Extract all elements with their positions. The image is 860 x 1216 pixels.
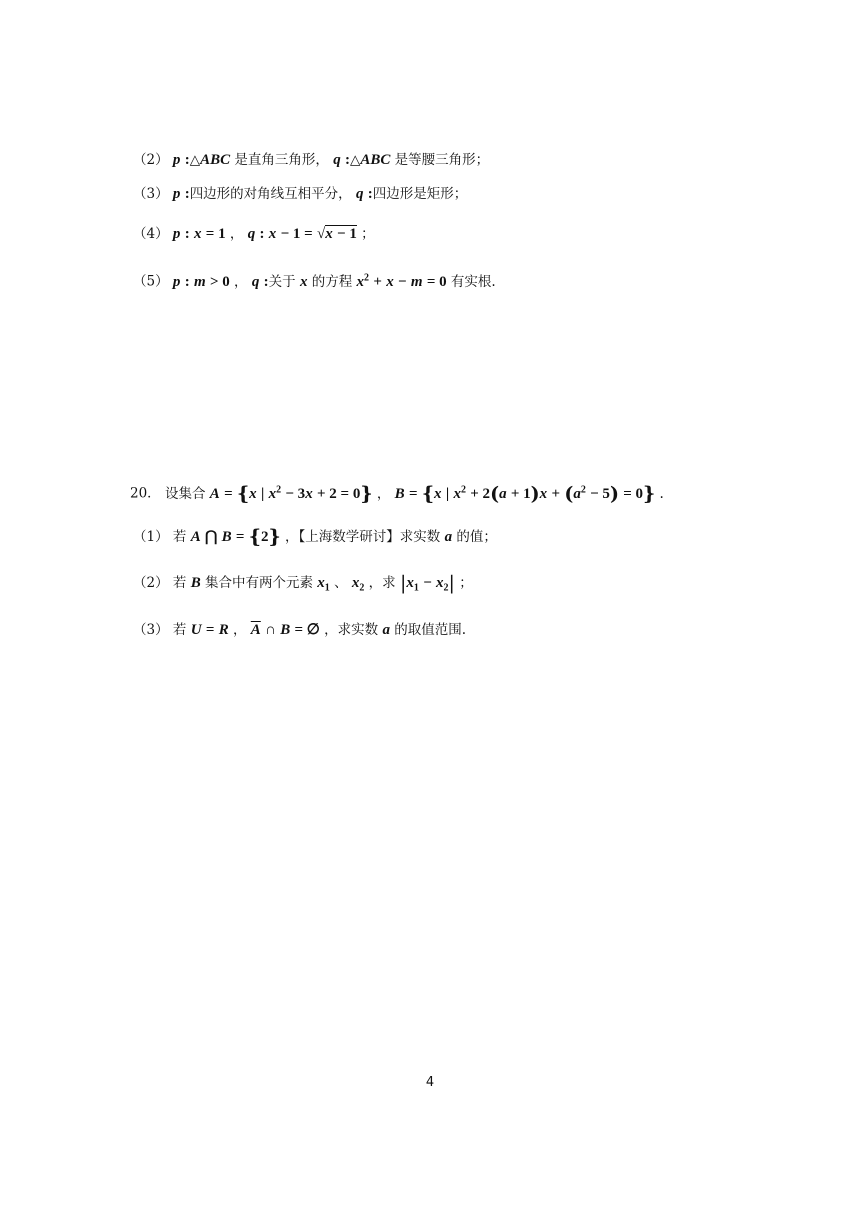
part-2-label: （2） bbox=[133, 575, 169, 591]
item-4 bbox=[133, 224, 375, 244]
problem-20-part-1 bbox=[133, 527, 497, 547]
item-3-content: p :四边形的对角线互相平分， q :四边形是矩形； bbox=[172, 186, 468, 202]
item-3-label: （3） bbox=[133, 186, 169, 202]
item-5-label: （5） bbox=[133, 273, 169, 290]
item-5-content: p : m > 0 ， q :关于 x 的方程 $x^2 + x - m = 0$ 有实根. bbox=[172, 272, 496, 290]
problem-20-part-2 bbox=[133, 573, 473, 599]
part-3-label: （3） bbox=[133, 622, 169, 638]
item-5 bbox=[133, 268, 496, 292]
problem-20-statement bbox=[130, 480, 664, 504]
item-2-content: p :△ABC 是直角三角形， q :△ABC 是等腰三角形； bbox=[172, 152, 490, 168]
item-2-label: （2） bbox=[133, 152, 169, 168]
part-1-label: （1） bbox=[133, 529, 169, 545]
problem-20-number: 20． bbox=[130, 485, 161, 502]
item-4-content: p : x = 1 ， q : x − 1 = √x − 1 ； bbox=[172, 226, 375, 242]
page-number: 4 bbox=[425, 1075, 435, 1090]
part-2-content: 若 B 集合中有两个元素 $x_1$ 、 $x_2$ ，求 $|x_1 - x_2|$ ； bbox=[172, 572, 473, 594]
part-1-content: 若 A ⋂ B = {2} ，【上海数学研讨】求实数 a 的值； bbox=[172, 526, 497, 548]
item-2 bbox=[133, 150, 489, 170]
problem-20-content: 设集合 A = {x | $x^2 - 3x + 2 = 0$} ， B = {x | $x^2 + 2(a + 1)x + (a^2 - 5) = 0$} . bbox=[164, 482, 664, 505]
problem-20-part-3 bbox=[133, 620, 466, 640]
item-3 bbox=[133, 184, 467, 204]
part-3-content: 若 U = R ， $\overline{A}$ ∩ B = ∅ ，求实数 a 的取值范围. bbox=[172, 622, 467, 638]
item-4-label: （4） bbox=[133, 226, 169, 242]
